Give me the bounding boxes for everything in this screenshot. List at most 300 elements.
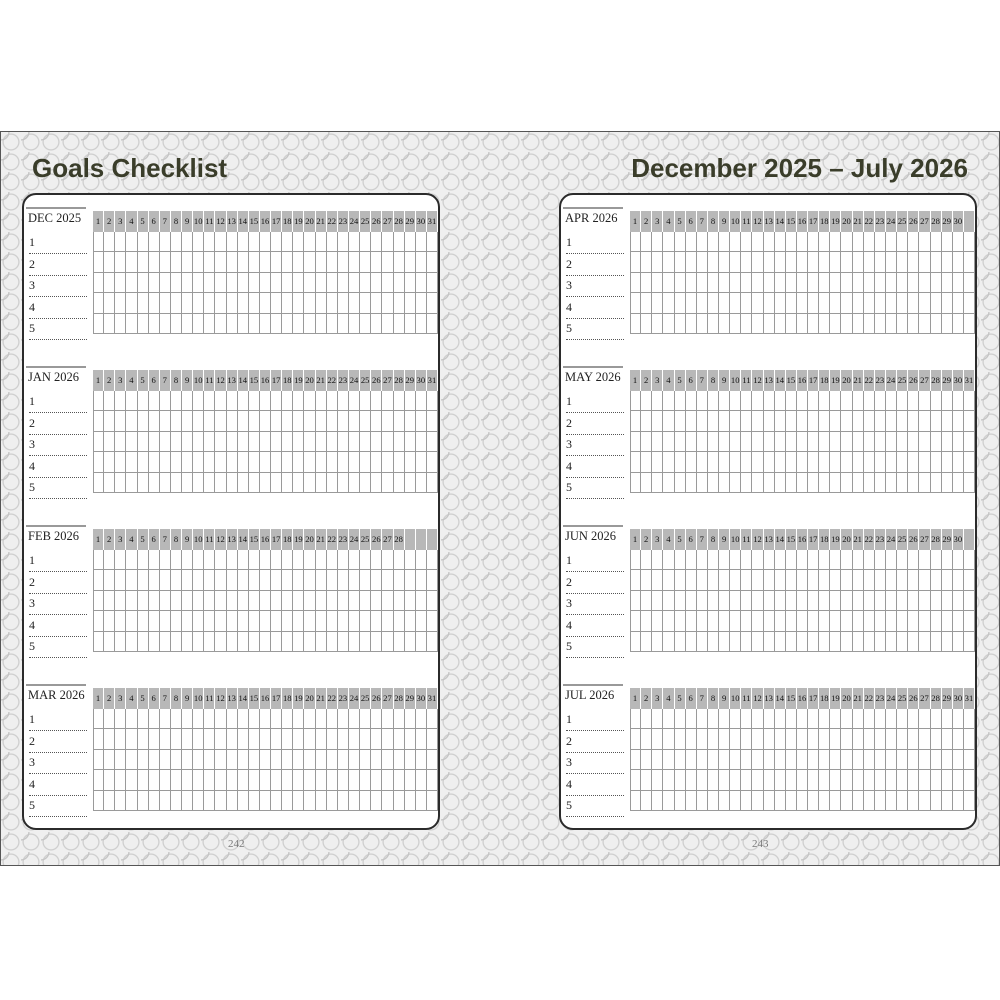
checkbox-cell[interactable] [864,729,875,749]
checkbox-cell[interactable] [841,232,852,252]
checkbox-cell[interactable] [327,550,338,570]
checkbox-cell[interactable] [752,770,763,790]
checkbox-cell[interactable] [204,391,215,411]
checkbox-cell[interactable] [931,750,942,770]
checkbox-cell[interactable] [764,252,775,272]
checkbox-cell[interactable] [227,632,238,652]
checkbox-cell[interactable] [752,750,763,770]
checkbox-cell[interactable] [841,791,852,811]
checkbox-cell[interactable] [652,314,663,334]
checkbox-cell[interactable] [942,314,953,334]
checkbox-cell[interactable] [327,570,338,590]
checkbox-cell[interactable] [864,273,875,293]
checkbox-cell[interactable] [764,293,775,313]
checkbox-cell[interactable] [394,314,405,334]
checkbox-cell[interactable] [126,591,137,611]
checkbox-cell[interactable] [338,632,349,652]
checkbox-cell[interactable] [675,591,686,611]
checkbox-cell[interactable] [160,391,171,411]
checkbox-cell[interactable] [293,391,304,411]
checkbox-cell[interactable] [405,791,416,811]
checkbox-cell[interactable] [260,473,271,493]
checkbox-cell[interactable] [138,432,149,452]
checkbox-cell[interactable] [104,232,115,252]
checkbox-cell[interactable] [719,473,730,493]
checkbox-cell[interactable] [675,273,686,293]
checkbox-cell[interactable] [115,709,126,729]
checkbox-cell[interactable] [304,232,315,252]
checkbox-cell[interactable] [663,293,674,313]
checkbox-cell[interactable] [338,550,349,570]
checkbox-cell[interactable] [360,791,371,811]
checkbox-cell[interactable] [675,611,686,631]
checkbox-cell[interactable] [204,611,215,631]
checkbox-cell[interactable] [741,273,752,293]
checkbox-cell[interactable] [171,591,182,611]
checkbox-cell[interactable] [663,632,674,652]
checkbox-cell[interactable] [730,314,741,334]
checkbox-cell[interactable] [686,293,697,313]
checkbox-cell[interactable] [819,570,830,590]
checkbox-cell[interactable] [149,770,160,790]
checkbox-cell[interactable] [249,314,260,334]
checkbox-cell[interactable] [304,570,315,590]
checkbox-cell[interactable] [349,632,360,652]
checkbox-cell[interactable] [853,293,864,313]
checkbox-cell[interactable] [394,252,405,272]
checkbox-cell[interactable] [149,632,160,652]
checkbox-cell[interactable] [293,791,304,811]
checkbox-cell[interactable] [730,252,741,272]
checkbox-cell[interactable] [349,293,360,313]
checkbox-cell[interactable] [953,729,964,749]
checkbox-cell[interactable] [764,570,775,590]
checkbox-cell[interactable] [316,232,327,252]
checkbox-cell[interactable] [293,314,304,334]
checkbox-cell[interactable] [942,591,953,611]
checkbox-cell[interactable] [764,411,775,431]
checkbox-cell[interactable] [304,432,315,452]
checkbox-cell[interactable] [775,252,786,272]
checkbox-cell[interactable] [338,232,349,252]
checkbox-cell[interactable] [864,391,875,411]
checkbox-cell[interactable] [741,391,752,411]
checkbox-cell[interactable] [775,293,786,313]
checkbox-cell[interactable] [797,473,808,493]
checkbox-cell[interactable] [282,273,293,293]
checkbox-cell[interactable] [349,729,360,749]
checkbox-cell[interactable] [886,729,897,749]
checkbox-cell[interactable] [964,314,975,334]
checkbox-cell[interactable] [853,391,864,411]
checkbox-cell[interactable] [238,770,249,790]
checkbox-cell[interactable] [708,570,719,590]
checkbox-cell[interactable] [93,611,104,631]
checkbox-cell[interactable] [819,611,830,631]
checkbox-cell[interactable] [697,252,708,272]
checkbox-cell[interactable] [886,632,897,652]
checkbox-cell[interactable] [741,293,752,313]
checkbox-cell[interactable] [405,750,416,770]
checkbox-cell[interactable] [719,550,730,570]
checkbox-cell[interactable] [797,411,808,431]
checkbox-cell[interactable] [126,611,137,631]
checkbox-cell[interactable] [908,632,919,652]
checkbox-cell[interactable] [282,709,293,729]
checkbox-cell[interactable] [919,791,930,811]
checkbox-cell[interactable] [215,770,226,790]
checkbox-cell[interactable] [304,791,315,811]
checkbox-cell[interactable] [182,293,193,313]
checkbox-cell[interactable] [382,452,393,472]
checkbox-cell[interactable] [919,411,930,431]
checkbox-cell[interactable] [260,729,271,749]
checkbox-cell[interactable] [819,314,830,334]
checkbox-cell[interactable] [786,709,797,729]
checkbox-cell[interactable] [371,611,382,631]
checkbox-cell[interactable] [371,452,382,472]
checkbox-cell[interactable] [697,452,708,472]
checkbox-cell[interactable] [764,770,775,790]
checkbox-cell[interactable] [786,570,797,590]
checkbox-cell[interactable] [338,750,349,770]
checkbox-cell[interactable] [908,411,919,431]
checkbox-cell[interactable] [182,273,193,293]
checkbox-cell[interactable] [327,729,338,749]
checkbox-cell[interactable] [875,432,886,452]
checkbox-cell[interactable] [964,791,975,811]
checkbox-cell[interactable] [327,293,338,313]
checkbox-cell[interactable] [775,473,786,493]
checkbox-cell[interactable] [193,750,204,770]
checkbox-cell[interactable] [338,729,349,749]
checkbox-cell[interactable] [741,611,752,631]
checkbox-cell[interactable] [830,611,841,631]
checkbox-cell[interactable] [204,293,215,313]
checkbox-cell[interactable] [741,473,752,493]
checkbox-cell[interactable] [864,473,875,493]
checkbox-cell[interactable] [104,473,115,493]
checkbox-cell[interactable] [675,632,686,652]
checkbox-cell[interactable] [238,273,249,293]
checkbox-cell[interactable] [104,452,115,472]
checkbox-cell[interactable] [819,473,830,493]
checkbox-cell[interactable] [719,611,730,631]
checkbox-cell[interactable] [797,570,808,590]
checkbox-cell[interactable] [271,591,282,611]
checkbox-cell[interactable] [841,550,852,570]
checkbox-cell[interactable] [149,591,160,611]
checkbox-cell[interactable] [953,611,964,631]
checkbox-cell[interactable] [249,591,260,611]
checkbox-cell[interactable] [282,591,293,611]
checkbox-cell[interactable] [741,770,752,790]
checkbox-cell[interactable] [853,770,864,790]
checkbox-cell[interactable] [964,232,975,252]
checkbox-cell[interactable] [204,232,215,252]
checkbox-cell[interactable] [416,252,427,272]
checkbox-cell[interactable] [182,729,193,749]
checkbox-cell[interactable] [93,473,104,493]
checkbox-cell[interactable] [215,791,226,811]
checkbox-cell[interactable] [964,473,975,493]
checkbox-cell[interactable] [204,314,215,334]
checkbox-cell[interactable] [260,232,271,252]
checkbox-cell[interactable] [775,432,786,452]
checkbox-cell[interactable] [104,709,115,729]
checkbox-cell[interactable] [271,411,282,431]
checkbox-cell[interactable] [808,750,819,770]
checkbox-cell[interactable] [808,709,819,729]
checkbox-cell[interactable] [853,750,864,770]
checkbox-cell[interactable] [875,729,886,749]
checkbox-cell[interactable] [730,293,741,313]
checkbox-cell[interactable] [193,550,204,570]
checkbox-cell[interactable] [775,411,786,431]
checkbox-cell[interactable] [204,570,215,590]
checkbox-cell[interactable] [942,550,953,570]
checkbox-cell[interactable] [238,709,249,729]
checkbox-cell[interactable] [786,791,797,811]
checkbox-cell[interactable] [830,411,841,431]
checkbox-cell[interactable] [293,550,304,570]
checkbox-cell[interactable] [830,791,841,811]
checkbox-cell[interactable] [160,273,171,293]
checkbox-cell[interactable] [149,709,160,729]
checkbox-cell[interactable] [786,314,797,334]
checkbox-cell[interactable] [931,232,942,252]
checkbox-cell[interactable] [371,570,382,590]
checkbox-cell[interactable] [382,314,393,334]
checkbox-cell[interactable] [786,452,797,472]
checkbox-cell[interactable] [382,411,393,431]
checkbox-cell[interactable] [730,550,741,570]
checkbox-cell[interactable] [338,411,349,431]
checkbox-cell[interactable] [663,314,674,334]
checkbox-cell[interactable] [964,632,975,652]
checkbox-cell[interactable] [260,273,271,293]
checkbox-cell[interactable] [227,232,238,252]
checkbox-cell[interactable] [797,611,808,631]
checkbox-cell[interactable] [394,273,405,293]
checkbox-cell[interactable] [808,770,819,790]
checkbox-cell[interactable] [652,709,663,729]
checkbox-cell[interactable] [349,411,360,431]
checkbox-cell[interactable] [764,591,775,611]
checkbox-cell[interactable] [663,550,674,570]
checkbox-cell[interactable] [149,252,160,272]
checkbox-cell[interactable] [349,452,360,472]
checkbox-cell[interactable] [964,273,975,293]
checkbox-cell[interactable] [641,709,652,729]
checkbox-cell[interactable] [304,591,315,611]
checkbox-cell[interactable] [282,791,293,811]
checkbox-cell[interactable] [897,452,908,472]
checkbox-cell[interactable] [697,550,708,570]
checkbox-cell[interactable] [675,791,686,811]
checkbox-cell[interactable] [764,750,775,770]
checkbox-cell[interactable] [786,770,797,790]
checkbox-cell[interactable] [427,273,438,293]
checkbox-cell[interactable] [775,750,786,770]
checkbox-cell[interactable] [942,770,953,790]
checkbox-cell[interactable] [405,314,416,334]
checkbox-cell[interactable] [830,314,841,334]
checkbox-cell[interactable] [160,411,171,431]
checkbox-cell[interactable] [652,293,663,313]
checkbox-cell[interactable] [427,770,438,790]
checkbox-cell[interactable] [126,791,137,811]
checkbox-cell[interactable] [349,611,360,631]
checkbox-cell[interactable] [260,432,271,452]
checkbox-cell[interactable] [931,391,942,411]
checkbox-cell[interactable] [797,550,808,570]
checkbox-cell[interactable] [371,729,382,749]
checkbox-cell[interactable] [338,770,349,790]
checkbox-cell[interactable] [841,273,852,293]
checkbox-cell[interactable] [182,232,193,252]
checkbox-cell[interactable] [327,791,338,811]
checkbox-cell[interactable] [316,411,327,431]
checkbox-cell[interactable] [663,473,674,493]
checkbox-cell[interactable] [394,770,405,790]
checkbox-cell[interactable] [215,709,226,729]
checkbox-cell[interactable] [327,611,338,631]
checkbox-cell[interactable] [853,232,864,252]
checkbox-cell[interactable] [675,452,686,472]
checkbox-cell[interactable] [349,591,360,611]
checkbox-cell[interactable] [908,232,919,252]
checkbox-cell[interactable] [271,314,282,334]
checkbox-cell[interactable] [271,432,282,452]
checkbox-cell[interactable] [686,473,697,493]
checkbox-cell[interactable] [171,252,182,272]
checkbox-cell[interactable] [886,550,897,570]
checkbox-cell[interactable] [864,314,875,334]
checkbox-cell[interactable] [764,729,775,749]
checkbox-cell[interactable] [752,729,763,749]
checkbox-cell[interactable] [104,293,115,313]
checkbox-cell[interactable] [697,314,708,334]
checkbox-cell[interactable] [316,611,327,631]
checkbox-cell[interactable] [730,791,741,811]
checkbox-cell[interactable] [764,432,775,452]
checkbox-cell[interactable] [875,709,886,729]
checkbox-cell[interactable] [282,411,293,431]
checkbox-cell[interactable] [182,550,193,570]
checkbox-cell[interactable] [775,729,786,749]
checkbox-cell[interactable] [293,411,304,431]
checkbox-cell[interactable] [227,591,238,611]
checkbox-cell[interactable] [160,314,171,334]
checkbox-cell[interactable] [271,750,282,770]
checkbox-cell[interactable] [641,411,652,431]
checkbox-cell[interactable] [897,550,908,570]
checkbox-cell[interactable] [93,591,104,611]
checkbox-cell[interactable] [786,252,797,272]
checkbox-cell[interactable] [919,729,930,749]
checkbox-cell[interactable] [260,611,271,631]
checkbox-cell[interactable] [630,252,641,272]
checkbox-cell[interactable] [730,232,741,252]
checkbox-cell[interactable] [138,570,149,590]
checkbox-cell[interactable] [93,570,104,590]
checkbox-cell[interactable] [360,570,371,590]
checkbox-cell[interactable] [908,252,919,272]
checkbox-cell[interactable] [652,411,663,431]
checkbox-cell[interactable] [686,452,697,472]
checkbox-cell[interactable] [853,432,864,452]
checkbox-cell[interactable] [371,391,382,411]
checkbox-cell[interactable] [686,314,697,334]
checkbox-cell[interactable] [663,570,674,590]
checkbox-cell[interactable] [808,591,819,611]
checkbox-cell[interactable] [316,391,327,411]
checkbox-cell[interactable] [641,273,652,293]
checkbox-cell[interactable] [953,273,964,293]
checkbox-cell[interactable] [282,473,293,493]
checkbox-cell[interactable] [953,770,964,790]
checkbox-cell[interactable] [908,729,919,749]
checkbox-cell[interactable] [360,452,371,472]
checkbox-cell[interactable] [138,391,149,411]
checkbox-cell[interactable] [964,611,975,631]
checkbox-cell[interactable] [193,452,204,472]
checkbox-cell[interactable] [875,632,886,652]
checkbox-cell[interactable] [427,473,438,493]
checkbox-cell[interactable] [293,729,304,749]
checkbox-cell[interactable] [149,314,160,334]
checkbox-cell[interactable] [697,232,708,252]
checkbox-cell[interactable] [249,770,260,790]
checkbox-cell[interactable] [138,411,149,431]
checkbox-cell[interactable] [316,750,327,770]
checkbox-cell[interactable] [249,273,260,293]
checkbox-cell[interactable] [641,729,652,749]
checkbox-cell[interactable] [193,314,204,334]
checkbox-cell[interactable] [416,391,427,411]
checkbox-cell[interactable] [675,232,686,252]
checkbox-cell[interactable] [675,750,686,770]
checkbox-cell[interactable] [908,611,919,631]
checkbox-cell[interactable] [764,611,775,631]
checkbox-cell[interactable] [171,232,182,252]
checkbox-cell[interactable] [797,709,808,729]
checkbox-cell[interactable] [919,273,930,293]
checkbox-cell[interactable] [764,550,775,570]
checkbox-cell[interactable] [260,391,271,411]
checkbox-cell[interactable] [193,632,204,652]
checkbox-cell[interactable] [293,709,304,729]
checkbox-cell[interactable] [708,293,719,313]
checkbox-cell[interactable] [227,709,238,729]
checkbox-cell[interactable] [171,550,182,570]
checkbox-cell[interactable] [427,729,438,749]
checkbox-cell[interactable] [405,452,416,472]
checkbox-cell[interactable] [126,570,137,590]
checkbox-cell[interactable] [405,591,416,611]
checkbox-cell[interactable] [942,729,953,749]
checkbox-cell[interactable] [808,232,819,252]
checkbox-cell[interactable] [271,791,282,811]
checkbox-cell[interactable] [630,473,641,493]
checkbox-cell[interactable] [227,432,238,452]
checkbox-cell[interactable] [853,611,864,631]
checkbox-cell[interactable] [260,791,271,811]
checkbox-cell[interactable] [204,273,215,293]
checkbox-cell[interactable] [215,232,226,252]
checkbox-cell[interactable] [808,252,819,272]
